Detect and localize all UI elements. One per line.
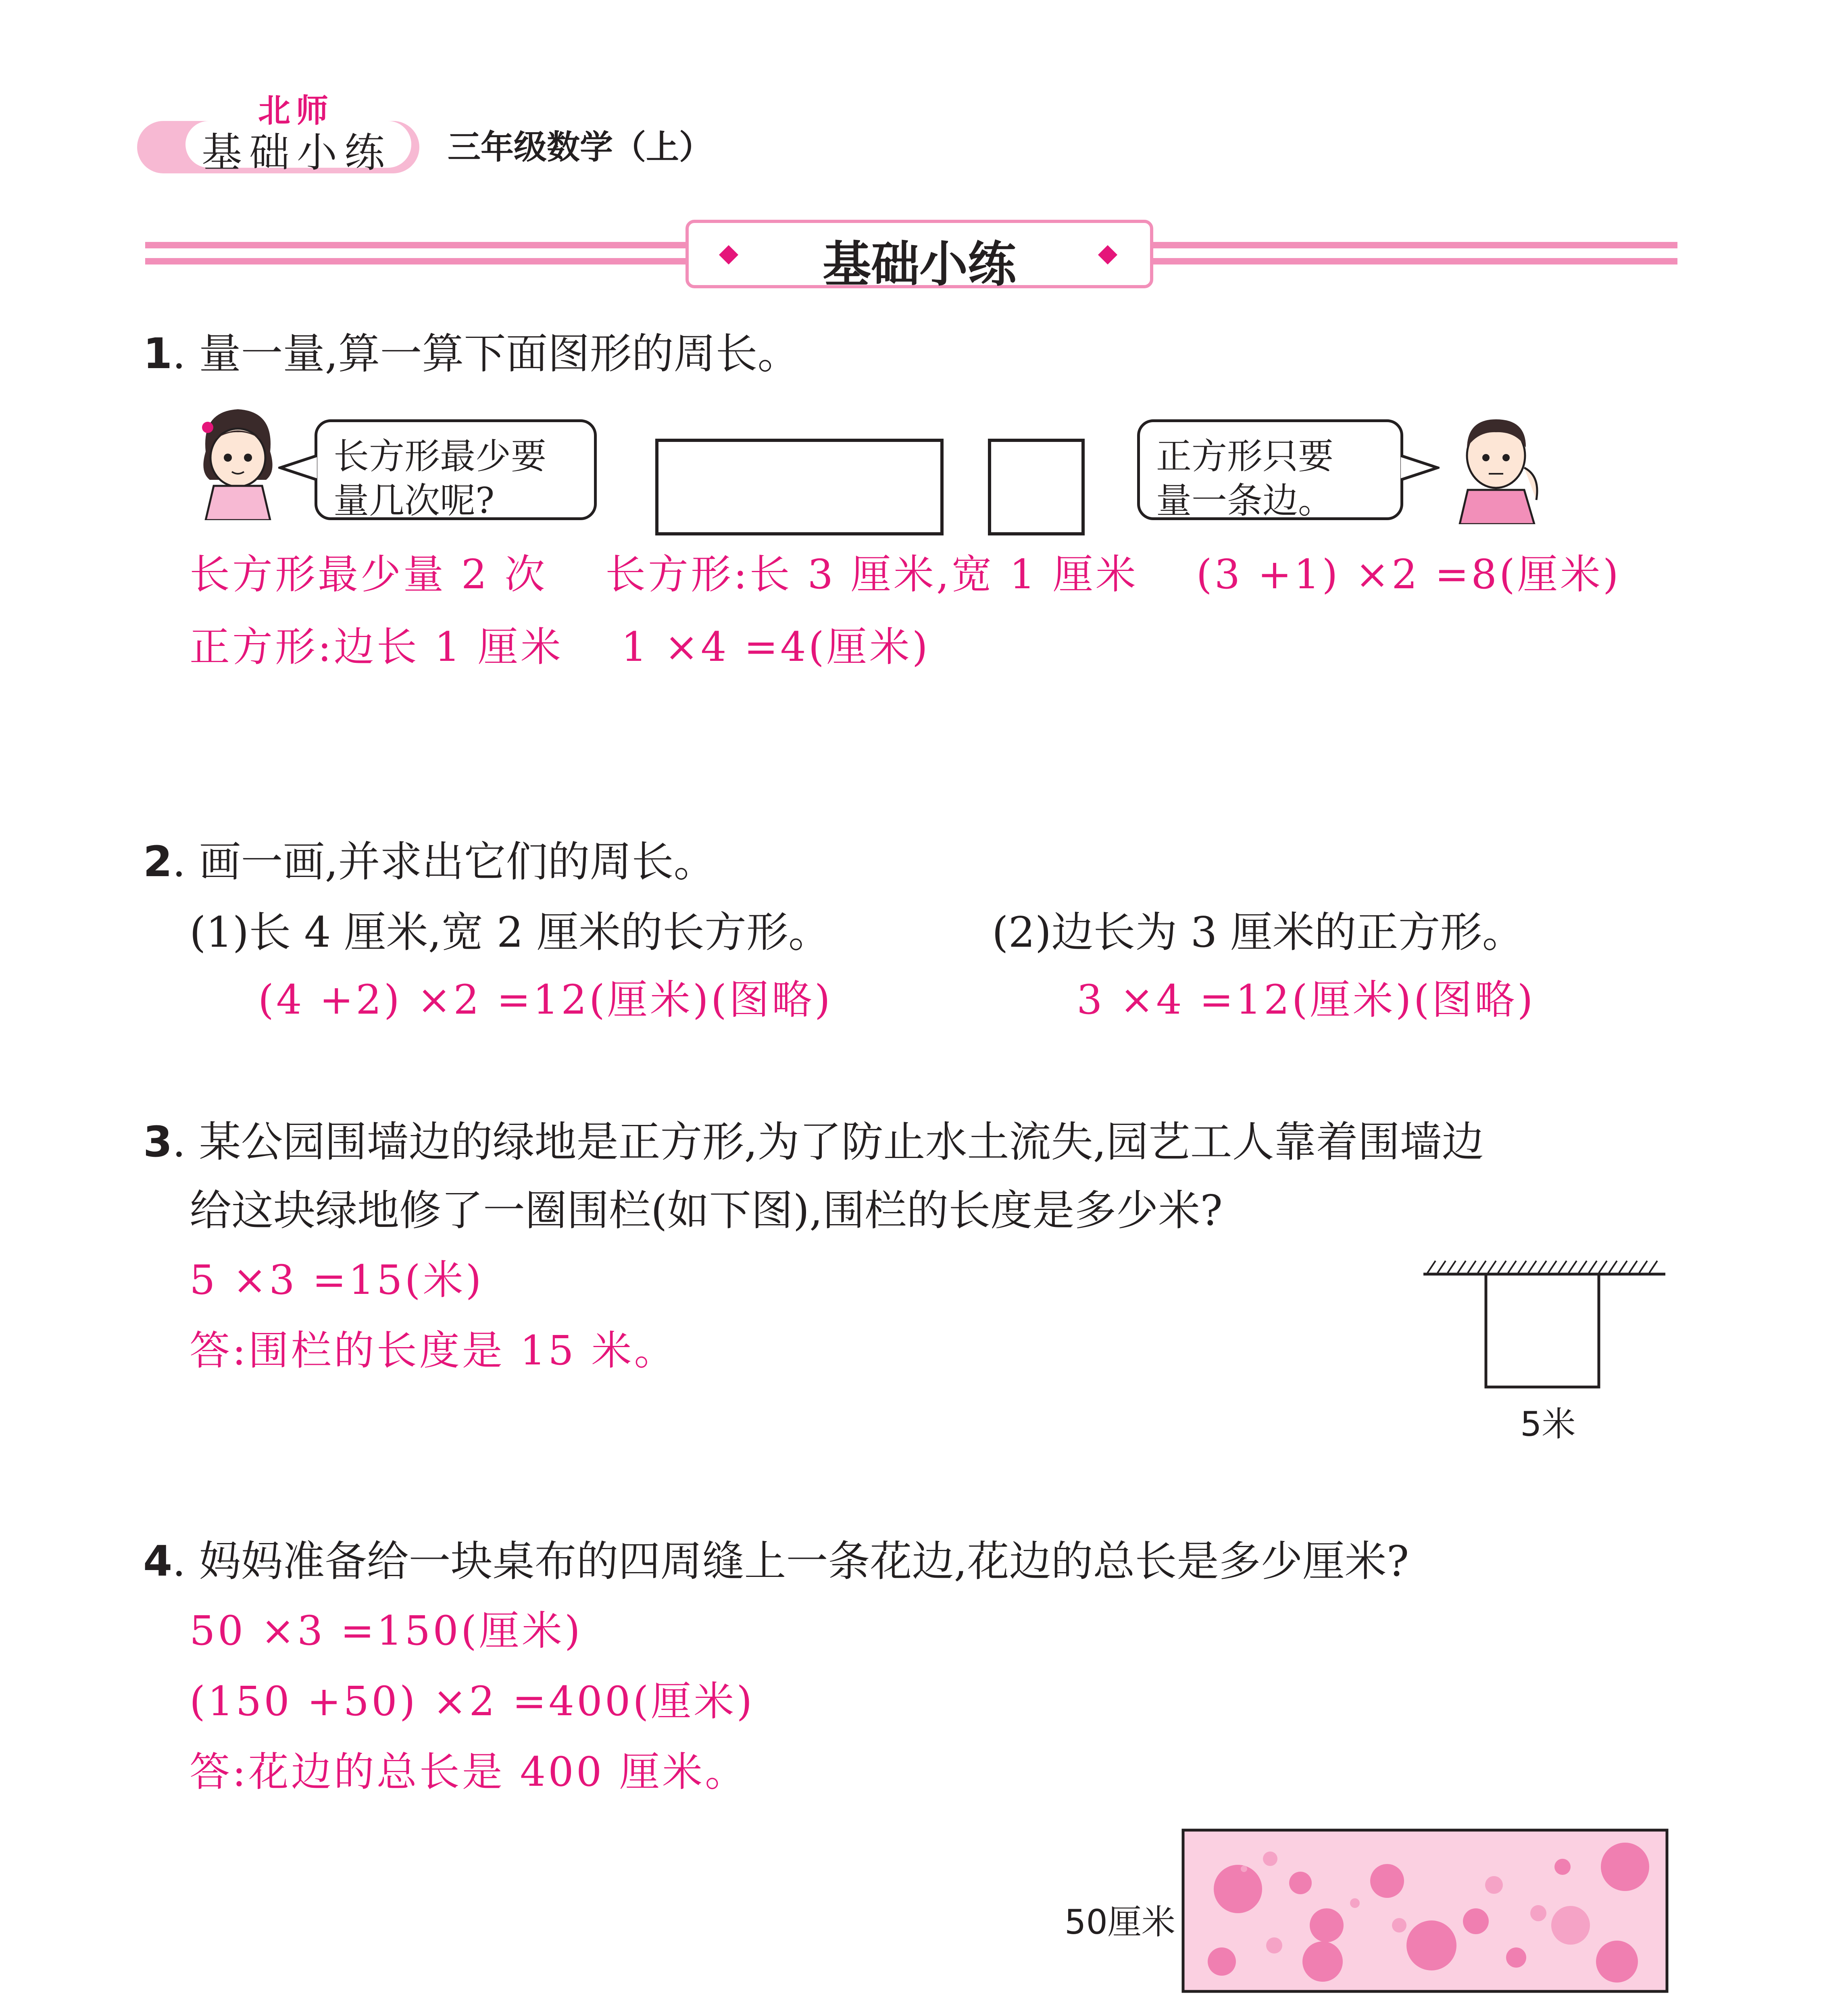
speech-bubble-girl: 长方形最少要 量几次呢?	[315, 419, 597, 520]
question-2	[143, 837, 716, 887]
q4-answer-line-2: (150 +50) ×2 =400(厘米)	[190, 1678, 755, 1725]
fence-side-label: 5米	[1520, 1404, 1576, 1444]
section-title: 基础小练	[823, 237, 1016, 293]
question-4	[143, 1536, 1409, 1587]
q1-answer-line-1: 长方形最少量 2 次 长方形:长 3 厘米,宽 1 厘米 (3 +1) ×2 =8(厘米)	[190, 551, 1621, 598]
logo-publisher: 北师	[258, 92, 334, 129]
q3-answer-line-2: 答:围栏的长度是 15 米。	[190, 1327, 677, 1374]
question-1	[143, 329, 800, 379]
q3-answer-line-1: 5 ×3 =15(米)	[190, 1256, 484, 1304]
q2-part-1: (1)长 4 厘米,宽 2 厘米的长方形。	[190, 908, 830, 957]
q2-answer-1: (4 +2) ×2 =12(厘米)(图略)	[258, 976, 833, 1023]
tablecloth-length-label	[1331, 2010, 1521, 2016]
question-3-line-2: 给这块绿地修了一圈围栏(如下图),围栏的长度是多少米?	[190, 1186, 1223, 1235]
q1-answer-line-2: 正方形:边长 1 厘米 1 ×4 =4(厘米)	[190, 623, 930, 671]
question-number: 2	[143, 837, 173, 886]
grade-subject: 三年级数学（上）	[448, 128, 713, 167]
tablecloth-width-label: 50厘米	[1065, 1902, 1175, 1942]
q2-part-2: (2)边长为 3 厘米的正方形。	[992, 908, 1524, 957]
question-text: . 画一画,并求出它们的周长。	[172, 837, 716, 886]
speech-bubble-boy: 正方形只要 量一条边。	[1137, 419, 1403, 520]
bubble-tail-icon	[1399, 452, 1440, 484]
q4-answer-line-1: 50 ×3 =150(厘米)	[190, 1607, 583, 1654]
question-3-line-1	[143, 1117, 1484, 1167]
boy-avatar-icon	[1444, 407, 1548, 524]
fence-figure	[1419, 1256, 1669, 1393]
logo-series-title: 基础小练	[202, 129, 392, 176]
question-text: . 量一量,算一算下面图形的周长。	[172, 329, 800, 378]
question-number: 3	[143, 1117, 173, 1166]
question-number: 1	[143, 329, 173, 378]
girl-avatar-icon	[190, 403, 286, 520]
question-text: . 妈妈准备给一块桌布的四周缝上一条花边,花边的总长是多少厘米?	[172, 1537, 1409, 1586]
question-number: 4	[143, 1537, 173, 1586]
figure-square	[988, 439, 1085, 535]
tablecloth-figure	[1181, 1829, 1669, 1994]
q2-answer-2: 3 ×4 =12(厘米)(图略)	[1077, 976, 1536, 1023]
figure-rectangle	[655, 439, 944, 535]
question-text: . 某公园围墙边的绿地是正方形,为了防止水土流失,园艺工人靠着围墙边	[172, 1117, 1484, 1166]
q4-answer-line-3: 答:花边的总长是 400 厘米。	[190, 1748, 748, 1795]
bubble-tail-icon	[278, 452, 319, 484]
